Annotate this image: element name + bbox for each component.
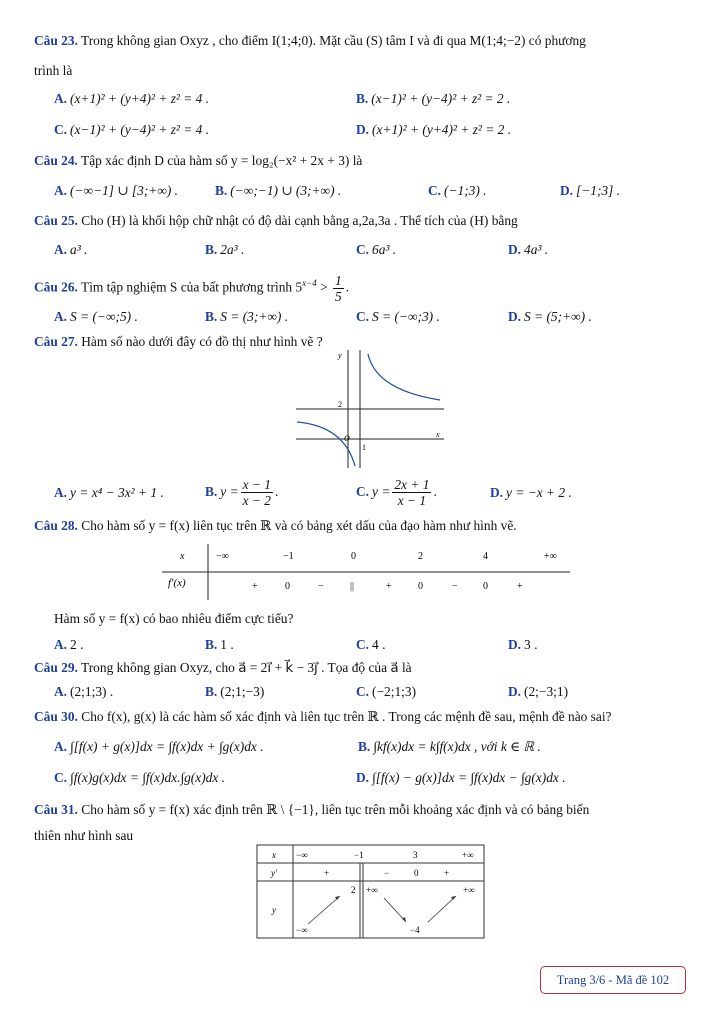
q31-label: Câu 31. [34,802,78,817]
q23-option-c[interactable]: C. (x−1)² + (y−4)² + z² = 4 . [54,122,210,137]
q24-stem [34,152,362,170]
svg-text:−∞: −∞ [296,925,308,935]
svg-text:0: 0 [418,581,423,592]
q27-label: Câu 27. [34,334,78,349]
svg-text:0: 0 [285,581,290,592]
q23-stem [34,32,586,50]
q29-option-a[interactable]: A. (2;1;3) . [54,684,114,699]
svg-text:0: 0 [483,581,488,592]
sign-table-x: x [180,551,185,562]
q29-option-b[interactable]: B. (2;1;−3) [205,684,265,699]
svg-text:−: − [384,868,390,878]
svg-text:+: + [324,868,330,878]
q29-text: Trong không gian Oxyz, cho a⃗ = 2i⃗ + k⃗ − 3j⃗ . Tọa độ của a⃗ là [81,660,412,675]
q24-text: Tập xác định D của hàm số y = log₂(−x² + 2x + 3) là [81,153,363,168]
curve-left-branch [297,422,355,466]
q25-option-b[interactable]: B. 2a³ . [205,242,245,257]
q30-option-c[interactable]: C. ∫f(x)g(x)dx = ∫f(x)dx.∫g(x)dx . [54,770,226,785]
svg-text:−∞: −∞ [216,551,229,562]
svg-text:y′: y′ [271,868,277,878]
q23-stem-2: trình là [34,63,73,78]
svg-text:−1: −1 [283,551,294,562]
q27-option-c[interactable]: C. y = $\frac{2x + 1}{x - 1}$ . [356,477,437,509]
q25-label: Câu 25. [34,213,78,228]
curve-right-branch [368,354,440,400]
q27-option-a[interactable]: A. y = x⁴ − 3x² + 1 . [54,485,164,500]
q26-gt: > [316,279,331,295]
q26-fraction: $\frac{1}{5}$ [334,272,342,304]
svg-text:+: + [386,581,392,592]
q25-text: Cho (H) là khối hộp chữ nhật có độ dài cạnh bằng a,2a,3a . Thể tích của (H) bằng [81,213,518,228]
q27-option-d[interactable]: D. y = −x + 2 . [490,485,572,500]
q28-text: Cho hàm số y = f(x) liên tục trên ℝ và có bảng xét dấu của đạo hàm như hình vẽ. [81,518,517,533]
svg-text:4: 4 [483,551,488,562]
svg-text:−1: −1 [354,850,364,860]
q28-label: Câu 28. [34,518,78,533]
svg-text:0: 0 [351,551,356,562]
q30-text: Cho f(x), g(x) là các hàm số xác định và liên tục trên ℝ . Trong các mệnh đề sau, mệnh đề nào sai? [81,709,612,724]
q28-option-c[interactable]: C. 4 . [356,637,386,652]
q26-stem: Câu 26. Tìm tập nghiệm S của bất phương trình $5^{x-4}$ > $\frac{1}{5}$ . [34,272,350,304]
q23-label: Câu 23. [34,33,78,48]
svg-text:+∞: +∞ [463,885,475,895]
q25-stem [34,212,518,230]
q31-text: Cho hàm số y = f(x) xác định trên ℝ \ {−1}, liên tục trên mỗi khoảng xác định và có bảng biến [81,802,590,817]
q24-label: Câu 24. [34,153,78,168]
q24-option-d[interactable]: D. [−1;3] . [560,183,621,198]
graph-label-origin: O [344,434,350,443]
svg-text:x: x [272,850,276,860]
q28-option-a[interactable]: A. 2 . [54,637,84,652]
svg-text:2: 2 [351,885,356,895]
q28-option-b[interactable]: B. 1 . [205,637,234,652]
svg-text:+: + [444,868,450,878]
svg-text:−: − [452,581,458,592]
q25-option-a[interactable]: A. a³ . [54,242,88,257]
graph-label-1: 1 [362,443,366,452]
svg-text:−: − [318,581,324,592]
q23-text: Trong không gian Oxyz , cho điểm I(1;4;0). Mặt cầu (S) tâm I và đi qua M(1;4;−2) có phương [81,33,586,48]
q30-label: Câu 30. [34,709,78,724]
q23-option-a[interactable]: A. (x+1)² + (y+4)² + z² = 4 . [54,91,210,106]
q26-text: Tìm tập nghiệm S của bất phương trình 5 [81,279,303,295]
q30-option-b[interactable]: B. ∫kf(x)dx = k∫f(x)dx , với k ∈ ℝ . [358,739,541,754]
q29-option-d[interactable]: D. (2;−3;1) [508,684,569,699]
sign-table-fprime: f′(x) [168,577,186,589]
q28-subquestion: Hàm số y = f(x) có bao nhiêu điểm cực tiểu? [54,611,294,626]
q26-option-a[interactable]: A. S = (−∞;5) . [54,309,138,324]
svg-text:+: + [517,581,523,592]
q29-label: Câu 29. [34,660,78,675]
svg-text:0: 0 [414,868,419,878]
q23-option-b[interactable]: B. (x−1)² + (y−4)² + z² = 2 . [356,91,511,106]
svg-text:y: y [272,905,276,915]
q24-option-a[interactable]: A. (−∞−1] ∪ [3;+∞) . [54,183,179,198]
q26-exponent: x−4 [302,278,317,288]
graph-label-2: 2 [338,400,342,409]
q24-option-c[interactable]: C. (−1;3) . [428,183,487,198]
q30-option-d[interactable]: D. ∫[f(x) − g(x)]dx = ∫f(x)dx − ∫g(x)dx . [356,770,566,785]
svg-text:+∞: +∞ [462,850,474,860]
q27-graph [292,348,447,470]
q29-stem [34,659,412,677]
arrow-down [384,898,406,922]
q23-option-d[interactable]: D. (x+1)² + (y+4)² + z² = 2 . [356,122,512,137]
q27-text: Hàm số nào dưới đây có đồ thị như hình vẽ ? [81,334,323,349]
svg-text:−∞: −∞ [296,850,308,860]
q27-stem [34,333,323,351]
q26-option-b[interactable]: B. S = (3;+∞) . [205,309,289,324]
q30-stem [34,708,612,726]
q25-option-c[interactable]: C. 6a³ . [356,242,397,257]
svg-text:3: 3 [413,850,418,860]
graph-label-x: x [436,430,440,439]
arrow-up-2 [428,896,456,922]
q30-option-a[interactable]: A. ∫[f(x) + g(x)]dx = ∫f(x)dx + ∫g(x)dx . [54,739,264,754]
q27-option-b[interactable]: B. y = $\frac{x - 1}{x - 2}$ . [205,477,279,509]
q25-option-d[interactable]: D. 4a³ . [508,242,549,257]
page-footer: Trang 3/6 - Mã đề 102 [540,966,686,994]
svg-text:+: + [252,581,258,592]
q28-sign-table [160,542,572,602]
graph-label-y: y [338,351,342,360]
q26-option-c[interactable]: C. S = (−∞;3) . [356,309,440,324]
q31-stem-2: thiên như hình sau [34,828,134,843]
q29-option-c[interactable]: C. (−2;1;3) [356,684,417,699]
q26-label: Câu 26. [34,279,78,295]
q28-option-d[interactable]: D. 3 . [508,637,538,652]
arrow-up-1 [308,896,340,924]
q31-stem [34,801,589,819]
q24-option-b[interactable]: B. (−∞;−1) ∪ (3;+∞) . [215,183,342,198]
svg-text:+∞: +∞ [544,551,557,562]
q31-variation-table [256,844,486,940]
svg-text:2: 2 [418,551,423,562]
svg-text:+∞: +∞ [366,885,378,895]
svg-text:||: || [350,581,355,592]
q28-stem [34,517,517,535]
q26-option-d[interactable]: D. S = (5;+∞) . [508,309,592,324]
svg-text:−4: −4 [410,925,420,935]
